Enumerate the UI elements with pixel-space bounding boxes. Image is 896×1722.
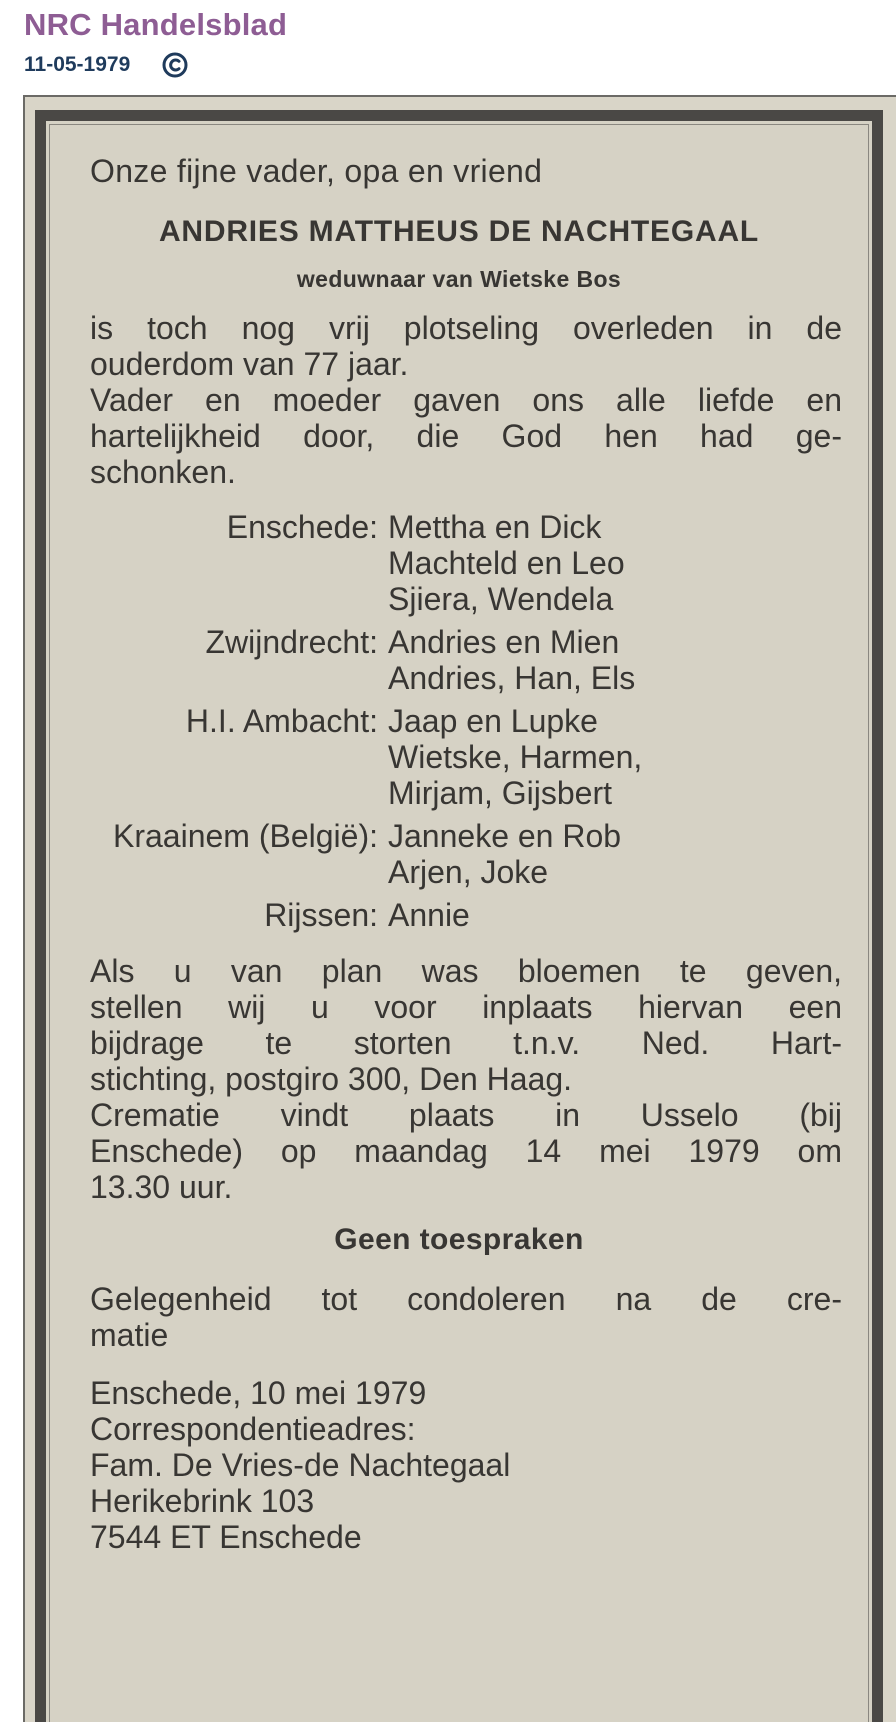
family-names [388, 703, 842, 811]
condolence-line: Gelegenheid tot condoleren na de cre- [90, 1281, 842, 1317]
flowers-line: bijdrage te storten t.n.v. Ned. Hart- [90, 1025, 842, 1061]
publication-date: 11-05-1979 [24, 53, 131, 76]
family-name: Mettha en Dick [388, 509, 602, 545]
family-place: Enschede: [226, 509, 378, 545]
family-name: Janneke en Rob [388, 818, 622, 854]
scanned-clipping [23, 95, 896, 1722]
newspaper-title[interactable]: NRC Handelsblad [24, 7, 288, 42]
family-names [388, 509, 842, 617]
place-date: Enschede, 10 mei 1979 [90, 1375, 427, 1411]
no-speeches-heading: Geen toespraken [334, 1223, 584, 1256]
flowers-line: 13.30 uur. [90, 1169, 233, 1205]
widower-line: weduwnaar van Wietske Bos [296, 266, 622, 292]
flowers-paragraph [90, 953, 842, 1205]
page-header [24, 6, 884, 80]
announcement-line: ouderdom van 77 jaar. [90, 346, 409, 382]
deceased-name: ANDRIES MATTHEUS DE NACHTEGAAL [158, 215, 760, 248]
notice-opener: Onze fijne vader, opa en vriend [90, 153, 543, 189]
family-names [388, 818, 842, 890]
family-row-kraainem [90, 818, 842, 890]
family-names [388, 897, 842, 933]
announcement-line: hartelijkheid door, die God hen had ge- [90, 418, 842, 454]
family-place: Kraainem (België): [113, 818, 378, 854]
announcement-line: Vader en moeder gaven ons alle liefde en [90, 382, 842, 418]
correspondence-label: Correspondentieadres: [90, 1411, 416, 1447]
flowers-line: stichting, postgiro 300, Den Haag. [90, 1061, 573, 1097]
flowers-line: Crematie vindt plaats in Usselo (bij [90, 1097, 842, 1133]
condolence-paragraph [90, 1281, 842, 1353]
flowers-line: Enschede) op maandag 14 mei 1979 om [90, 1133, 842, 1169]
correspondence-street: Herikebrink 103 [90, 1483, 315, 1519]
family-name: Sjiera, Wendela [388, 581, 614, 617]
copyright-icon[interactable] [162, 52, 188, 78]
family-name: Wietske, Harmen, [388, 739, 643, 775]
family-name: Jaap en Lupke [388, 703, 598, 739]
family-name: Andries en Mien [388, 624, 620, 660]
flowers-line: stellen wij u voor inplaats hiervan een [90, 989, 842, 1025]
announcement-line: is toch nog vrij plotseling overleden in de [90, 310, 842, 346]
family-list [90, 509, 842, 940]
correspondence-name: Fam. De Vries-de Nachtegaal [90, 1447, 511, 1483]
notice-frame [35, 110, 883, 1722]
family-names [388, 624, 842, 696]
condolence-line: matie [90, 1317, 169, 1353]
announcement-line: schonken. [90, 454, 236, 490]
family-row-enschede [90, 509, 842, 617]
publication-line [24, 50, 884, 80]
family-row-hi-ambacht [90, 703, 842, 811]
announcement-paragraph [90, 310, 842, 490]
family-place: Rijssen: [264, 897, 378, 933]
family-name: Annie [388, 897, 470, 933]
family-place: H.I. Ambacht: [185, 703, 378, 739]
family-name: Machteld en Leo [388, 545, 625, 581]
correspondence-block [90, 1375, 510, 1555]
family-name: Andries, Han, Els [388, 660, 636, 696]
family-name: Arjen, Joke [388, 854, 549, 890]
family-row-rijssen [90, 897, 842, 933]
correspondence-postcode: 7544 ET Enschede [90, 1519, 362, 1555]
family-row-zwijndrecht [90, 624, 842, 696]
flowers-line: Als u van plan was bloemen te geven, [90, 953, 842, 989]
family-name: Mirjam, Gijsbert [388, 775, 613, 811]
family-place: Zwijndrecht: [205, 624, 378, 660]
